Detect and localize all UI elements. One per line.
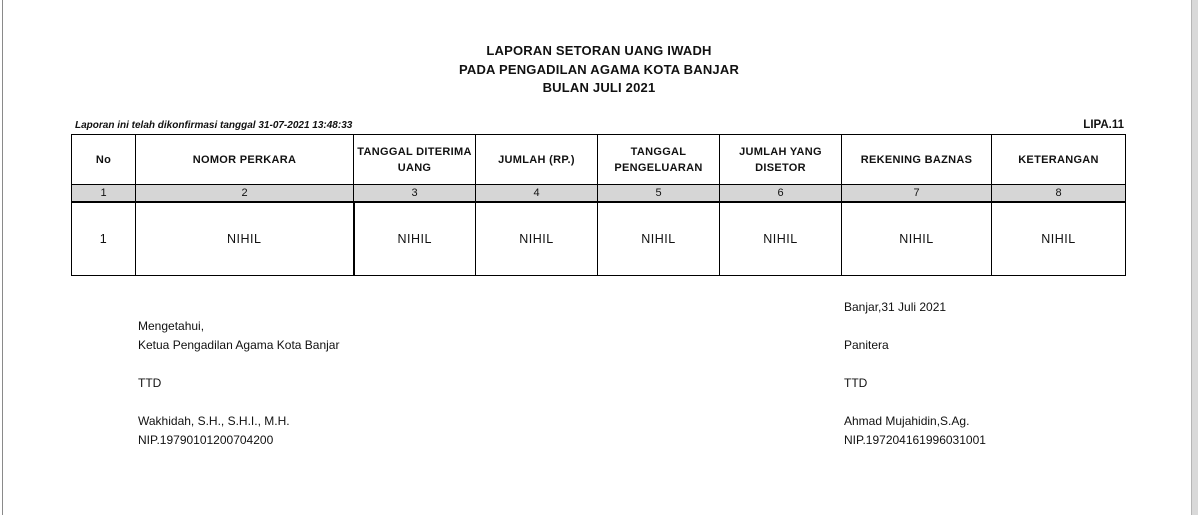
table-header-row bbox=[72, 135, 1126, 185]
left-signature-block bbox=[138, 317, 339, 450]
confirmation-note: Laporan ini telah dikonfirmasi tanggal 31-07-2021 13:48:33 bbox=[75, 120, 353, 131]
column-number: 5 bbox=[598, 185, 720, 203]
right-signer-name: Ahmad Mujahidin,S.Ag. bbox=[844, 414, 970, 428]
column-number: 4 bbox=[476, 185, 598, 203]
column-header-tanggal-diterima: TANGGAL DITERIMA UANG bbox=[354, 135, 476, 185]
report-title bbox=[0, 42, 1198, 98]
column-number: 8 bbox=[992, 185, 1126, 203]
table-cell-jumlah-disetor: NIHIL bbox=[720, 202, 842, 276]
column-header-rekening-baznas: REKENING BAZNAS bbox=[842, 135, 992, 185]
right-signature-block bbox=[844, 298, 986, 450]
column-header-no: No bbox=[72, 135, 136, 185]
table-cell-no: 1 bbox=[72, 202, 136, 276]
table-cell-nomor-perkara: NIHIL bbox=[136, 202, 354, 276]
right-signer-nip: NIP.197204161996031001 bbox=[844, 433, 986, 447]
table-cell-keterangan: NIHIL bbox=[992, 202, 1126, 276]
right-signer-title: Panitera bbox=[844, 338, 889, 352]
report-table bbox=[71, 134, 1126, 276]
form-code: LIPA.11 bbox=[1083, 119, 1124, 131]
right-ttd: TTD bbox=[844, 376, 868, 390]
table-cell-tanggal-diterima: NIHIL bbox=[354, 202, 476, 276]
table-cell-jumlah: NIHIL bbox=[476, 202, 598, 276]
left-signer-title: Ketua Pengadilan Agama Kota Banjar bbox=[138, 338, 340, 352]
column-number: 2 bbox=[136, 185, 354, 203]
table-cell-tanggal-pengeluaran: NIHIL bbox=[598, 202, 720, 276]
report-title-line-3: BULAN JULI 2021 bbox=[542, 80, 656, 95]
column-number: 7 bbox=[842, 185, 992, 203]
column-header-nomor-perkara: NOMOR PERKARA bbox=[136, 135, 354, 185]
report-title-line-2: PADA PENGADILAN AGAMA KOTA BANJAR bbox=[458, 61, 740, 77]
table-row bbox=[72, 202, 1126, 276]
acknowledgement-label: Mengetahui, bbox=[138, 319, 205, 333]
report-title-line-1: LAPORAN SETORAN UANG IWADH bbox=[486, 43, 712, 58]
column-number: 6 bbox=[720, 185, 842, 203]
left-ttd: TTD bbox=[138, 376, 162, 390]
column-number: 1 bbox=[72, 185, 136, 203]
column-header-keterangan: KETERANGAN bbox=[992, 135, 1126, 185]
place-date: Banjar,31 Juli 2021 bbox=[844, 300, 947, 314]
column-header-tanggal-pengeluaran: TANGGAL PENGELUARAN bbox=[598, 135, 720, 185]
left-signer-name: Wakhidah, S.H., S.H.I., M.H. bbox=[138, 414, 290, 428]
column-header-jumlah: JUMLAH (RP.) bbox=[476, 135, 598, 185]
column-header-jumlah-disetor: JUMLAH YANG DISETOR bbox=[720, 135, 842, 185]
left-signer-nip: NIP.19790101200704200 bbox=[138, 433, 274, 447]
column-number: 3 bbox=[354, 185, 476, 203]
column-number-row bbox=[72, 185, 1126, 203]
table-cell-rekening-baznas: NIHIL bbox=[842, 202, 992, 276]
